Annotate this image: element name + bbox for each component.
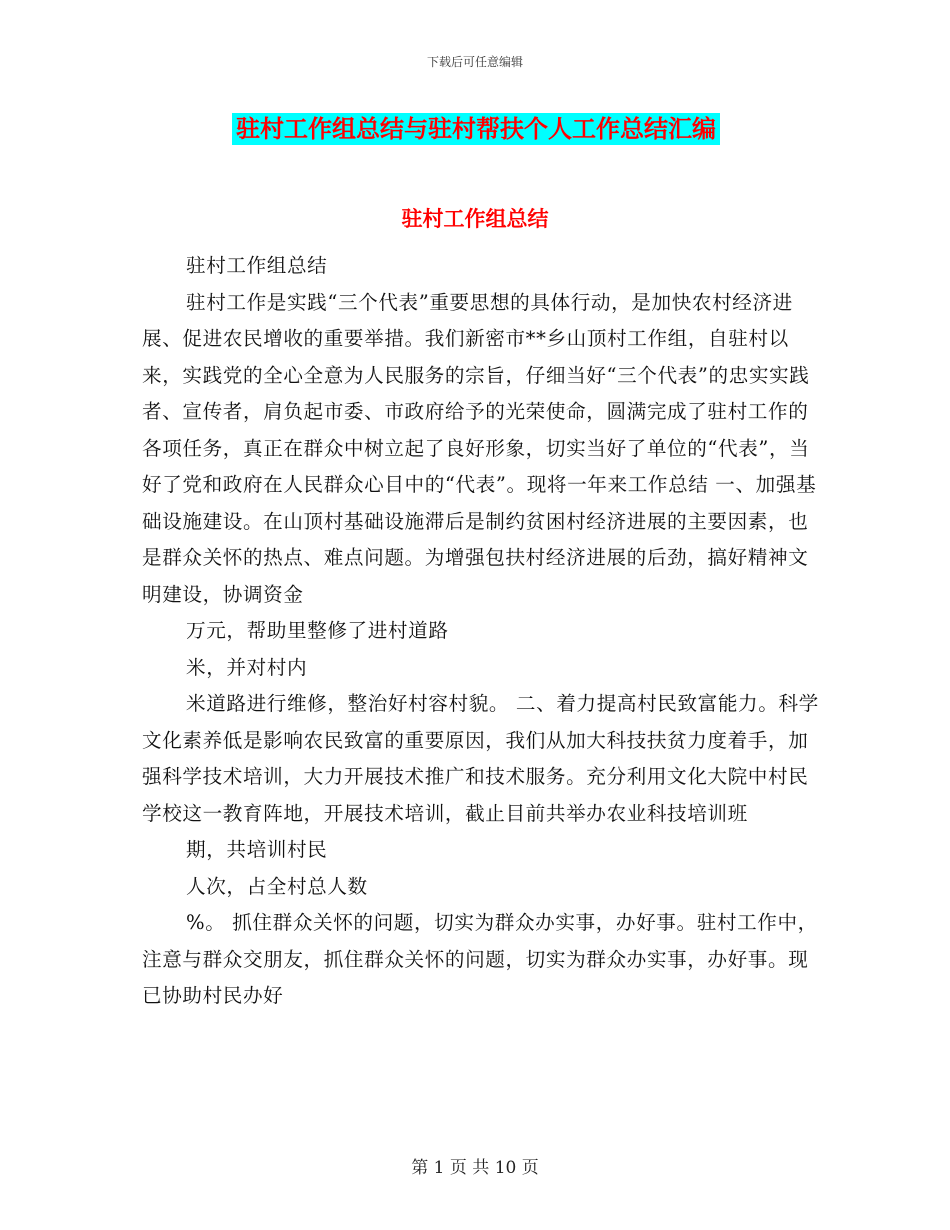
body-paragraph: 驻村工作是实践“三个代表”重要思想的具体行动，是加快农村经济进展、促进农民增收的重要举措。我们新密市**乡山顶村工作组，自驻村以来，实践党的全心全意为人民服务的宗旨，仔细当好“三个代表”的忠实实践者、宣传者，肩负起市委、市政府给予的光荣使命，圆满完成了驻村工作的各项任务，真正在群众中树立起了良好形象，切实当好了单位的“代表”，当好了党和政府在人民群众心目中的“代表”。现将一年来工作总结 一、加强基础设施建设。在山顶村基础设施滞后是制约贫困村经济进展的主要因素，也是群众关怀的热点、难点问题。为增强包扶村经济进展的后劲，搞好精神文明建设，协调资金: [142, 290, 817, 606]
body-paragraph: 万元，帮助里整修了进村道路: [186, 619, 449, 642]
page-header-note: 下载后可任意编辑: [426, 55, 523, 69]
body-paragraph: 期，共培训村民: [186, 838, 328, 861]
body-paragraph: 米，并对村内: [186, 655, 308, 679]
document-body: [142, 248, 822, 1015]
body-paragraph: 米道路进行维修，整治好村容村貌。 二、着力提高村民致富能力。科学文化素养低是影响农民致富的重要原因，我们从加大科技扶贫力度着手，加强科学技术培训，大力开展技术推广和技术服务。充分利用文化大院中村民学校这一教育阵地，开展技术培训，截止目前共举办农业科技培训班: [142, 692, 819, 825]
document-sub-title: 驻村工作组总结: [401, 206, 549, 231]
body-paragraph: %。 抓住群众关怀的问题，切实为群众办实事，办好事。驻村工作中，注意与群众交朋友，抓住群众关怀的问题，切实为群众办实事，办好事。现已协助村民办好: [142, 911, 818, 1007]
document-main-title: 驻村工作组总结与驻村帮扶个人工作总结汇编: [232, 113, 720, 145]
body-paragraph: 人次，占全村总人数: [186, 874, 368, 898]
page-number-footer: 第 1 页 共 10 页: [411, 1158, 539, 1178]
body-paragraph: 驻村工作组总结: [186, 254, 328, 277]
